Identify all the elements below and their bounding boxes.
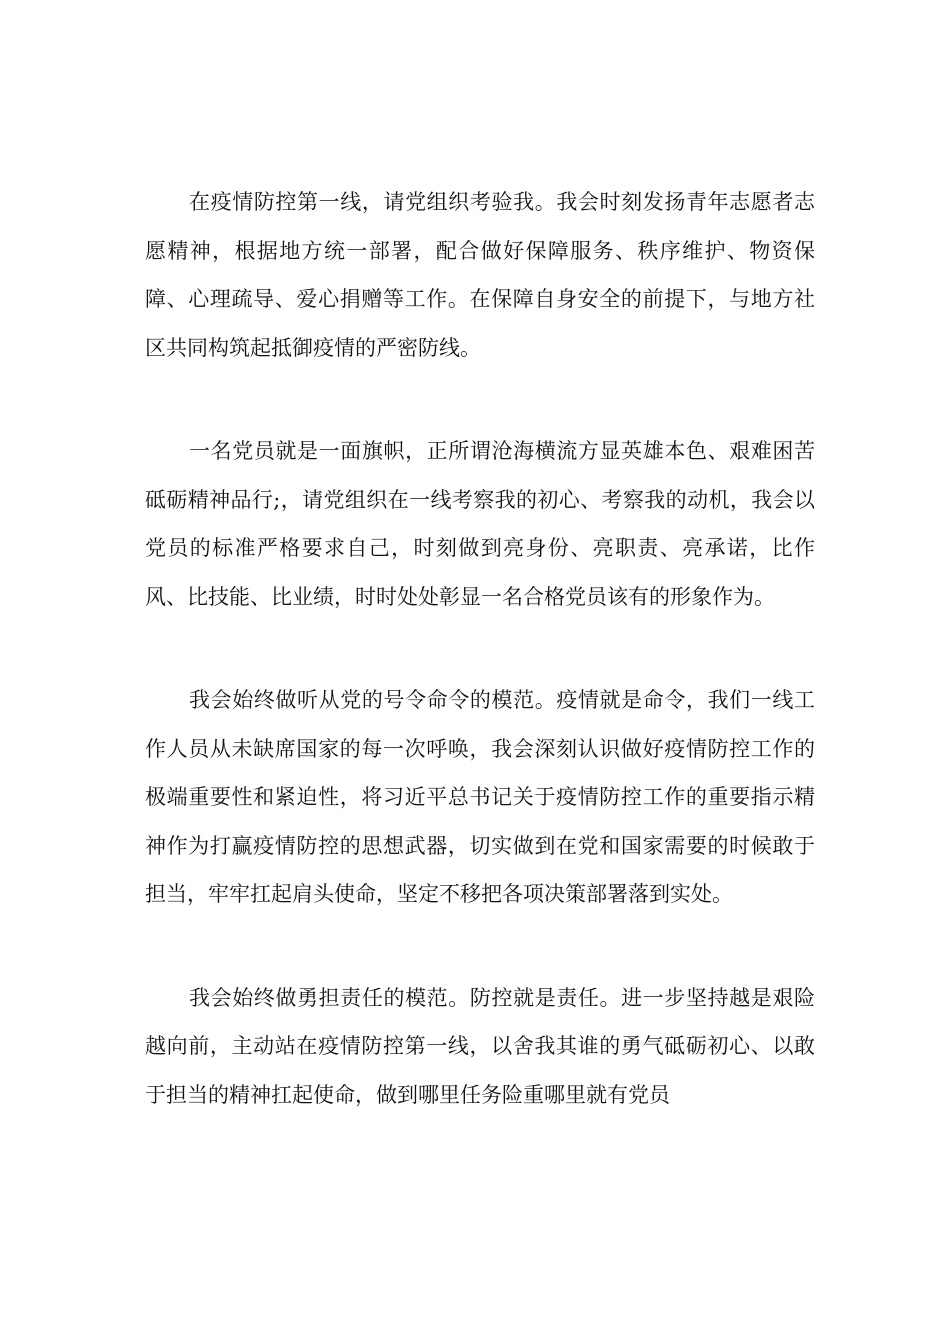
paragraph-1: 在疫情防控第一线，请党组织考验我。我会时刻发扬青年志愿者志愿精神，根据地方统一部署，配合做好保障服务、秩序维护、物资保障、心理疏导、爱心捐赠等工作。在保障自身安全的前提下，与地方社区共同构筑起抵御疫情的严密防线。 bbox=[145, 190, 815, 360]
paragraph-4: 我会始终做勇担责任的模范。防控就是责任。进一步坚持越是艰险越向前，主动站在疫情防控第一线，以舍我其谁的勇气砥砺初心、以敢于担当的精神扛起使命，做到哪里任务险重哪里就有党员 bbox=[145, 985, 815, 1107]
document-body bbox=[145, 178, 815, 1119]
paragraph-3: 我会始终做听从党的号令命令的模范。疫情就是命令，我们一线工作人员从未缺席国家的每一次呼唤，我会深刻认识做好疫情防控工作的极端重要性和紧迫性，将习近平总书记关于疫情防控工作的重要指示精神作为打赢疫情防控的思想武器，切实做到在党和国家需要的时候敢于担当，牢牢扛起肩头使命，坚定不移把各项决策部署落到实处。 bbox=[145, 688, 815, 906]
paragraph-2: 一名党员就是一面旗帜，正所谓沧海横流方显英雄本色、艰难困苦砥砺精神品行;，请党组织在一线考察我的初心、考察我的动机，我会以党员的标准严格要求自己，时刻做到亮身份、亮职责、亮承诺，比作风、比技能、比业绩，时时处处彰显一名合格党员该有的形象作为。 bbox=[145, 439, 815, 609]
